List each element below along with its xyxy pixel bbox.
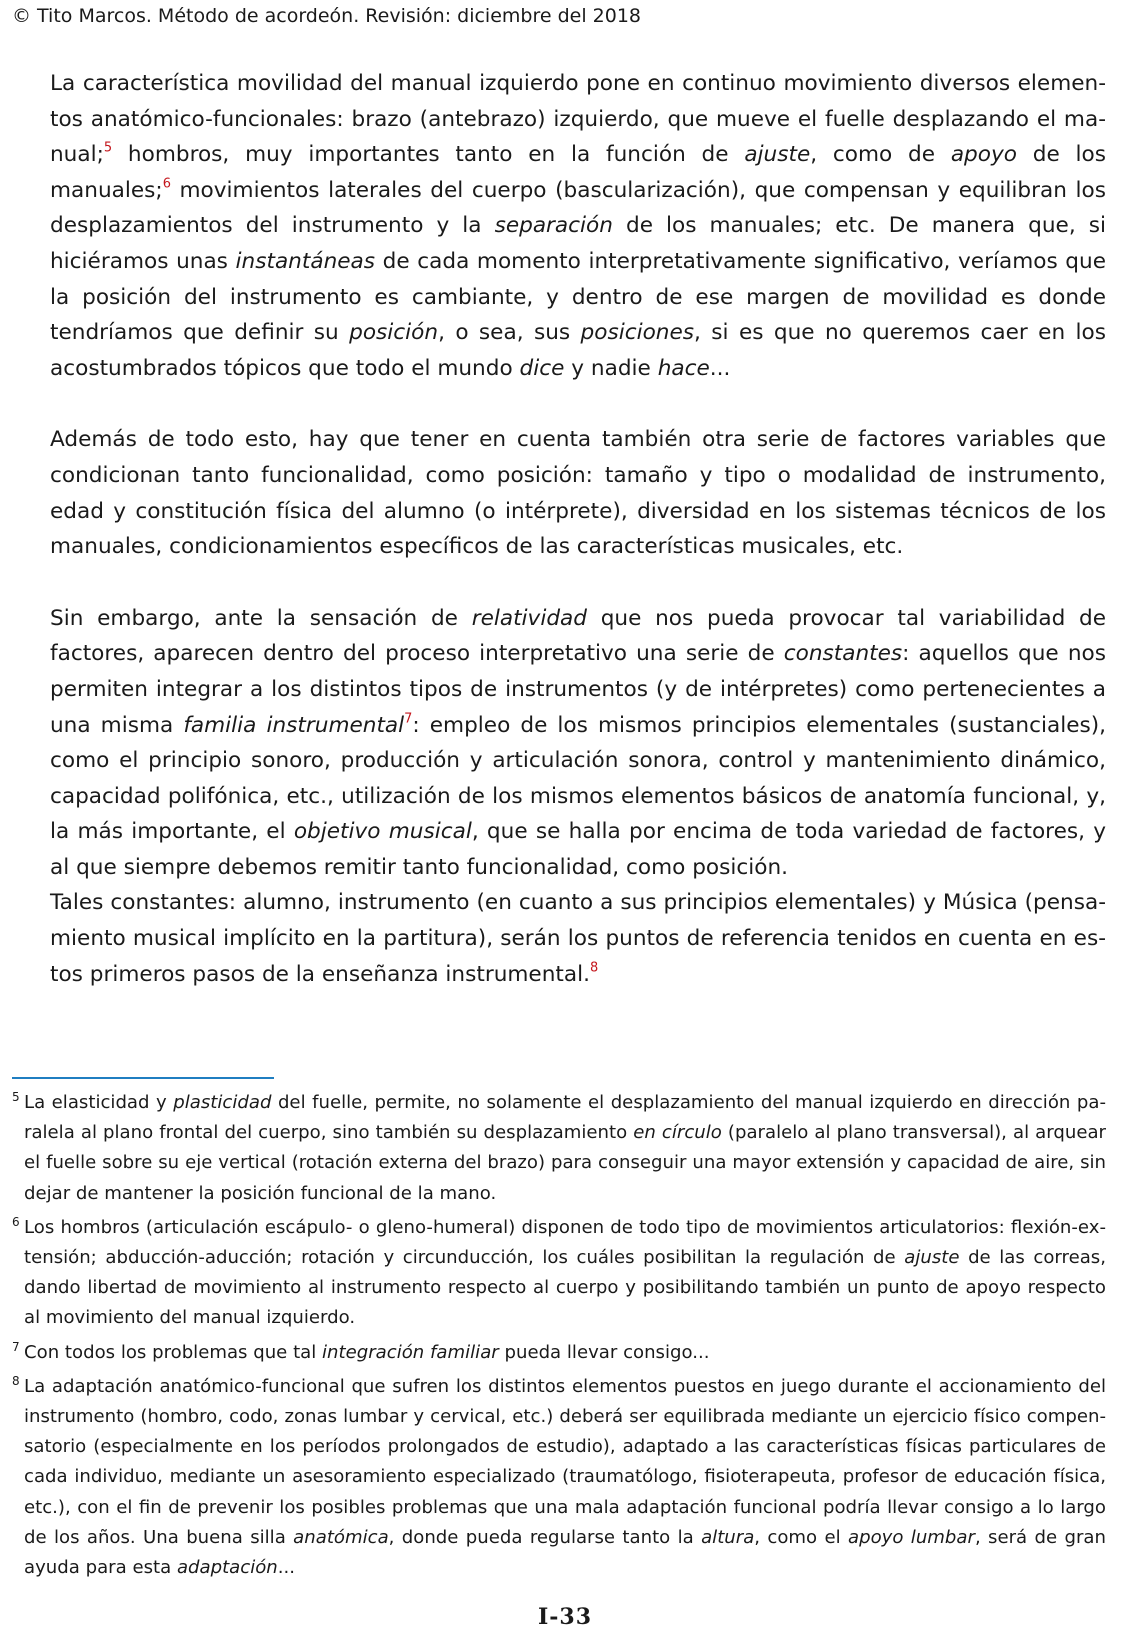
- main-text: [50, 66, 1106, 992]
- footnote-5: 5 La elasticidad y plasticidad del fuelle, permite, no solamente el desplazamiento del manual izquierdo en dirección paralela al plano frontal del cuerpo, sino también su desplazamiento en círculo (paralelo al plano transversal), al arquear el fuelle sobre su eje vertical (rotación externa del brazo) para conseguir una mayor extensión y capacidad de aire, sin dejar de mantener la posición funcional de la mano.: [12, 1088, 1106, 1209]
- footnote-6: 6 Los hombros (articulación escápulo- o gleno-humeral) disponen de todo tipo de movimientos articulatorios: flexión-extensión; abducción-aducción; rotación y circunducción, los cuáles posibilitan la regulación de ajuste de las correas, dando libertad de movimiento al instrumento respecto al cuerpo y posibilitando también un punto de apoyo respecto al movimiento del manual izquierdo.: [12, 1213, 1106, 1334]
- footnote-7: 7 Con todos los problemas que tal integración familiar pueda llevar consigo...: [12, 1338, 1106, 1368]
- paragraph-2: Además de todo esto, hay que tener en cuenta también otra serie de factores variables que condicionan tanto funcionalidad, como posición: tamaño y tipo o modalidad de instrumento, edad y constitución física del alumno (o intérprete), diversidad en los sistemas técnicos de los manuales, condicionamientos específicos de las características musicales, etc.: [50, 427, 1106, 560]
- footnote-8: 8 La adaptación anatómico-funcional que sufren los distintos elementos puestos en juego durante el accionamiento del instrumento (hombro, codo, zonas lumbar y cervical, etc.) deberá ser equilibrada mediante un ejercicio físico compensatorio (especialmente en los períodos prolongados de estudio), adaptado a las características físicas particulares de cada individuo, mediante un asesoramiento especializado (traumatólogo, fisioterapeuta, profesor de educación física, etc.), con el fin de prevenir los posibles problemas que una mala adaptación funcional podría llevar consigo a lo largo de los años. Una buena silla anatómica, donde pueda regularse tanto la altura, como el apoyo lumbar, será de gran ayuda para esta adaptación...: [12, 1372, 1106, 1583]
- footnote-number: 8: [12, 1373, 20, 1388]
- footnote-divider: [12, 1077, 274, 1079]
- footnote-number: 5: [12, 1090, 20, 1104]
- footnote-ref-7[interactable]: 7: [404, 710, 413, 726]
- footnote-ref-8[interactable]: 8: [589, 959, 599, 975]
- paragraph-3: Sin embargo, ante la sensación de relatividad que nos pueda provocar tal variabilidad de factores, aparecen dentro del proceso interpretativo una serie de constantes: aquellos que nos permiten integrar a los distintos tipos de instrumentos (y de intérpretes) como pertenecientes a una misma familia instrumental$^7$: empleo de los mismos principios elementales (sustanciales), como el principio sonoro, producción y articulación sonora, control y mantenimiento dinámico, capacidad polifónica, etc., utilización de los mismos elementos básicos de anatomía funcional, y, la más importante, el objetivo musical, que se halla por encima de toda variedad de factores, y al que siempre debemos remitir tanto funcionalidad, como posición.: [50, 605, 1107, 880]
- paragraph-4: Tales constantes: alumno, instrumento (en cuanto a sus principios elementales) y Música (pensamiento musical implícito en la partitura), serán los puntos de referencia tenidos en cuenta en estos primeros pasos de la enseñanza instrumental.$^8$: [50, 890, 1106, 987]
- footnote-number: 6: [12, 1214, 20, 1229]
- page-number: I-33: [537, 1604, 593, 1630]
- footnote-number: 7: [12, 1339, 20, 1354]
- paragraph-1: La característica movilidad del manual izquierdo pone en continuo movimiento diversos elementos anatómico-funcionales: brazo (antebrazo) izquierdo, que mueve el fuelle desplazando el manual;$^5$ hombros, muy importantes tanto en la función de ajuste, como de apoyo de los manuales;$^6$ movimientos laterales del cuerpo (bascularización), que compensan y equilibran los desplazamientos del instrumento y la separación de los manuales; etc. De manera que, si hiciéramos unas instantáneas de cada momento interpretativamente significativo, veríamos que la posición del instrumento es cambiante, y dentro de ese margen de movilidad es donde tendríamos que definir su posición, o sea, sus posiciones, si es que no queremos caer en los acostumbrados tópicos que todo el mundo dice y nadie hace...: [50, 71, 1106, 381]
- footnotes: [12, 1088, 1106, 1587]
- footnote-ref-5[interactable]: 5: [103, 140, 113, 156]
- footnote-ref-6[interactable]: 6: [162, 176, 171, 192]
- page-header: © Tito Marcos. Método de acordeón. Revisión: diciembre del 2018: [12, 5, 642, 27]
